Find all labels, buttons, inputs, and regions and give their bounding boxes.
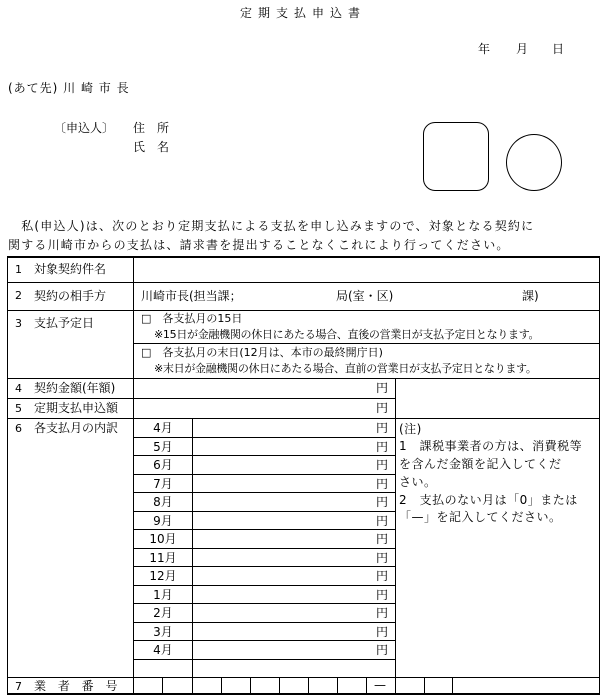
- month-amount-field[interactable]: [193, 419, 373, 436]
- row7-label: 業 者 番 号: [34, 679, 122, 693]
- seal-box: [423, 122, 489, 191]
- cell-divider: [308, 677, 309, 694]
- note-line-1: 1 課税事業者の方は、消費税等: [399, 439, 583, 453]
- month-yen-unit: 円: [376, 477, 389, 491]
- row2-label: 契約の相手方: [34, 289, 107, 303]
- month-label: 8月: [153, 495, 173, 509]
- month-yen-unit: 円: [376, 551, 389, 565]
- month-label: 4月: [153, 421, 173, 435]
- row2-number: 2: [15, 289, 22, 302]
- month-amount-field[interactable]: [193, 475, 373, 492]
- payment-option-15th[interactable]: □ 各支払月の15日: [141, 312, 243, 325]
- row-divider: [7, 310, 600, 311]
- note-line-5: 「—」を記入してください。: [399, 510, 562, 524]
- counterparty-section: 課): [522, 289, 539, 303]
- seal-circle: [506, 134, 562, 191]
- date-month-label: 月: [516, 42, 529, 56]
- month-label: 6月: [153, 458, 173, 472]
- month-label: 1月: [153, 588, 173, 602]
- contract-name-field[interactable]: [134, 258, 599, 282]
- payment-option-month-end[interactable]: □ 各支払月の末日(12月は、本市の最終開庁日): [141, 346, 383, 359]
- row6-label: 各支払月の内訳: [34, 421, 119, 435]
- date-year-label: 年: [478, 42, 491, 56]
- counterparty-bureau: 局(室・区): [336, 289, 394, 303]
- month-label: 11月: [149, 551, 177, 565]
- note-line-4: 2 支払のない月は「0」または: [399, 493, 578, 507]
- month-yen-unit: 円: [376, 495, 389, 509]
- row-divider: [133, 343, 600, 344]
- cell-divider: [279, 677, 280, 694]
- date-day-label: 日: [552, 42, 565, 56]
- counterparty-prefix: 川崎市長(担当課；: [141, 289, 242, 303]
- row3-label: 支払予定日: [34, 316, 95, 330]
- table-bottom-border: [7, 693, 600, 695]
- month-label: 2月: [153, 606, 173, 620]
- row4-label: 契約金額(年額): [34, 381, 116, 395]
- cell-divider: [162, 677, 163, 694]
- row4-number: 4: [15, 382, 22, 395]
- contract-amount-field[interactable]: [134, 379, 374, 398]
- document-title: 定期支払申込書: [239, 6, 366, 20]
- month-yen-unit: 円: [376, 440, 389, 454]
- month-yen-unit: 円: [376, 569, 389, 583]
- month-label: 4月: [153, 643, 173, 657]
- month-amount-field[interactable]: [193, 530, 373, 547]
- row1-number: 1: [15, 263, 22, 276]
- table-left-border: [7, 257, 8, 694]
- month-label: 5月: [153, 440, 173, 454]
- month-amount-field[interactable]: [193, 623, 373, 640]
- month-yen-unit: 円: [376, 421, 389, 435]
- month-amount-field[interactable]: [193, 567, 373, 584]
- row7-number: 7: [15, 680, 22, 693]
- table-right-border: [599, 257, 600, 694]
- month-row-divider: [133, 659, 395, 660]
- month-yen-unit: 円: [376, 643, 389, 657]
- month-label: 9月: [153, 514, 173, 528]
- row3-number: 3: [15, 317, 22, 330]
- cell-divider: [452, 677, 453, 694]
- vendor-number-separator: —: [374, 678, 386, 692]
- row5-yen-unit: 円: [376, 401, 389, 415]
- address-label: 住 所: [133, 121, 170, 135]
- note-line-2: を含んだ金額を記入してくだ: [399, 457, 562, 471]
- cell-divider: [424, 677, 425, 694]
- cell-divider: [337, 677, 338, 694]
- month-amount-field[interactable]: [193, 549, 373, 566]
- month-yen-unit: 円: [376, 625, 389, 639]
- month-yen-unit: 円: [376, 606, 389, 620]
- intro-line-1: 私(申込人)は、次のとおり定期支払による支払を申し込みますので、対象となる契約に: [8, 219, 535, 233]
- name-label: 氏 名: [133, 140, 170, 154]
- cell-divider: [250, 677, 251, 694]
- month-label: 7月: [153, 477, 173, 491]
- month-amount-field[interactable]: [193, 604, 373, 621]
- cell-divider: [366, 677, 367, 694]
- row1-label: 対象契約件名: [34, 262, 107, 276]
- note-heading: (注): [399, 422, 422, 436]
- month-label: 10月: [149, 532, 177, 546]
- row6-number: 6: [15, 422, 22, 435]
- month-yen-unit: 円: [376, 458, 389, 472]
- month-amount-field[interactable]: [193, 512, 373, 529]
- row5-number: 5: [15, 402, 22, 415]
- month-yen-unit: 円: [376, 588, 389, 602]
- intro-line-2: 関する川崎市からの支払は、請求書を提出することなくこれにより行ってください。: [8, 238, 510, 252]
- payment-option-month-end-note: ※末日が金融機関の休日にあたる場合、直前の営業日が支払予定日となります。: [154, 362, 537, 375]
- applicant-label: 〔申込人〕: [54, 121, 115, 135]
- amount-column-divider: [395, 378, 396, 694]
- month-amount-field[interactable]: [193, 438, 373, 455]
- payment-amount-field[interactable]: [134, 399, 374, 418]
- payment-option-15th-note: ※15日が金融機関の休日にあたる場合、直後の営業日が支払予定日となります。: [154, 328, 540, 341]
- note-line-3: さい。: [399, 475, 437, 489]
- row-divider: [7, 677, 600, 678]
- month-yen-unit: 円: [376, 514, 389, 528]
- month-amount-field[interactable]: [193, 493, 373, 510]
- month-label: 3月: [153, 625, 173, 639]
- month-amount-field[interactable]: [193, 641, 373, 658]
- row4-yen-unit: 円: [376, 381, 389, 395]
- row5-label: 定期支払申込額: [34, 401, 119, 415]
- row-divider: [7, 282, 600, 283]
- cell-divider: [221, 677, 222, 694]
- month-label: 12月: [149, 569, 177, 583]
- addressee: (あて先) 川 崎 市 長: [8, 81, 130, 95]
- month-amount-field[interactable]: [193, 586, 373, 603]
- month-yen-unit: 円: [376, 532, 389, 546]
- month-amount-field[interactable]: [193, 456, 373, 473]
